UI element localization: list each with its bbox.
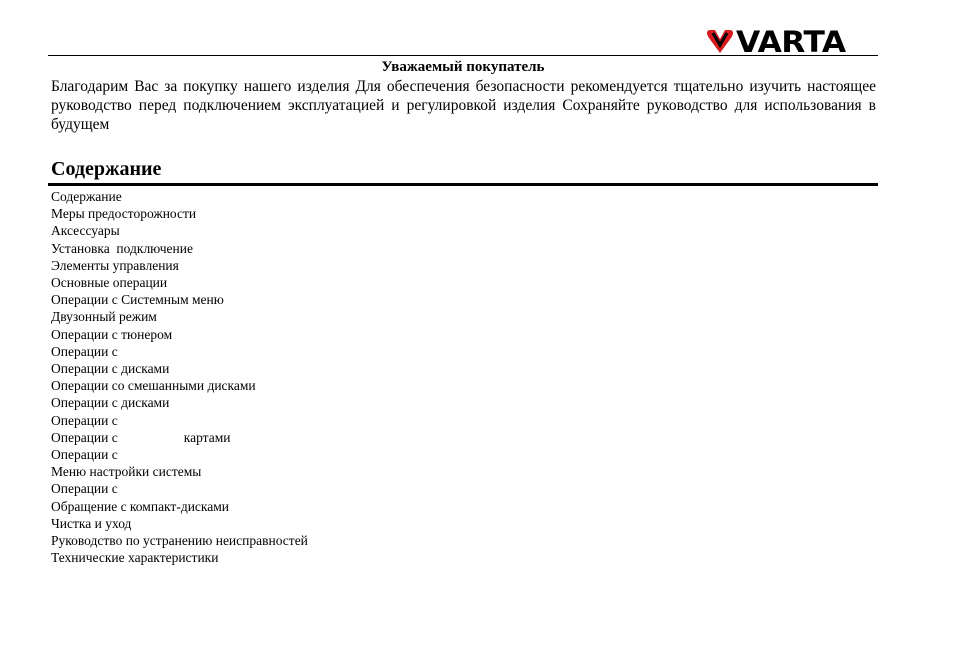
- intro-paragraph: Благодарим Вас за покупку нашего изделия Для обеспечения безопасности рекомендуется тщательно изучить настоящее руководство перед подключением эксплуатацией и регулировкой изделия Сохраняйте руководство для использования в будущем: [51, 78, 876, 133]
- varta-heart-v-icon: [706, 30, 734, 54]
- toc-item: Основные операции: [51, 275, 168, 291]
- toc-list: [51, 188, 308, 566]
- toc-item: Операции с: [51, 343, 118, 359]
- toc-item: Меню настройки системы: [51, 464, 202, 480]
- varta-logo: [706, 24, 882, 59]
- toc-item: Элементы управления: [51, 257, 179, 273]
- toc-item: Операции с Системным меню: [51, 292, 224, 308]
- toc-item: Чистка и уход: [51, 515, 132, 531]
- toc-item: Руководство по устранению неисправностей: [51, 533, 308, 549]
- toc-item: Обращение с компакт-дисками: [51, 498, 230, 514]
- toc-item: Содержание: [51, 189, 122, 204]
- toc-item: Двузонный режим: [51, 309, 157, 325]
- toc-item: Меры предосторожности: [51, 206, 197, 222]
- toc-item: Технические характеристики: [51, 550, 219, 566]
- toc-item: Операции со смешанными дисками: [51, 378, 256, 394]
- toc-item: Операции с дисками: [51, 395, 170, 411]
- header-divider: [48, 55, 878, 56]
- toc-item: Операции с: [51, 481, 118, 497]
- toc-item: [51, 429, 308, 446]
- toc-heading: Содержание: [51, 158, 162, 180]
- logo-text: VARTA: [736, 24, 846, 59]
- toc-item-right: картами: [183, 429, 231, 445]
- toc-divider: [48, 183, 878, 186]
- toc-item: Операции с: [51, 447, 118, 463]
- toc-item: Установка подключение: [51, 240, 193, 256]
- toc-item: Операции с: [51, 412, 118, 428]
- toc-item: Операции с тюнером: [51, 326, 173, 342]
- toc-item: Аксессуары: [51, 223, 120, 239]
- toc-item-left: Операции с: [51, 429, 118, 445]
- toc-item: Операции с дисками: [51, 361, 170, 377]
- greeting-title: Уважаемый покупатель: [381, 59, 545, 75]
